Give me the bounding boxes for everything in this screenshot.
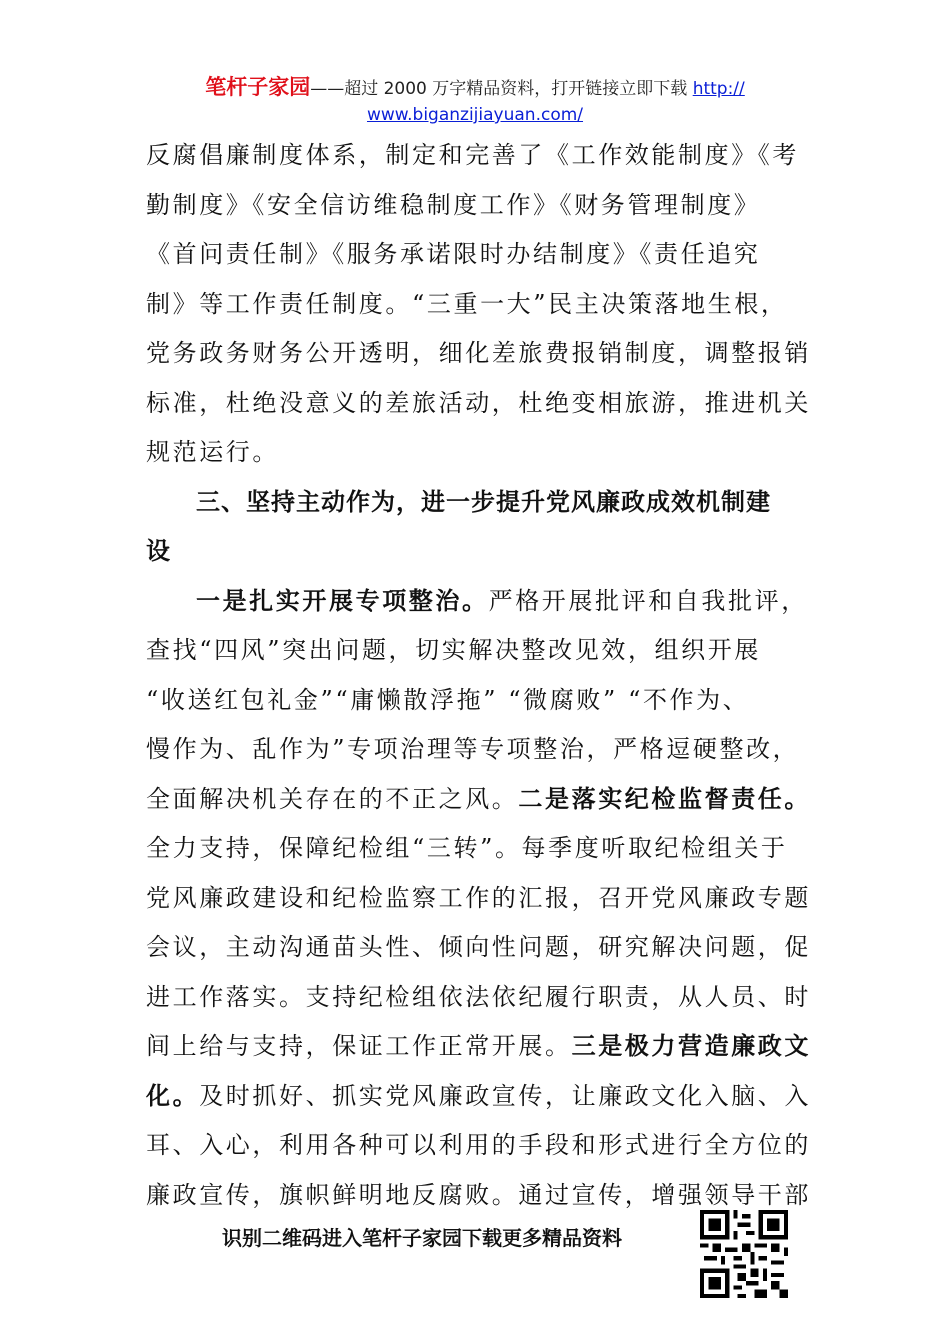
body-line: 规范运行。: [146, 438, 279, 466]
body-line: 勤制度》《安全信访维稳制度工作》《财务管理制度》: [146, 190, 761, 219]
body-line: 党务政务财务公开透明，细化差旅费报销制度，调整报销: [146, 339, 811, 367]
qr-code-icon[interactable]: [700, 1210, 788, 1298]
footer-caption: 识别二维码进入笔杆子家园下载更多精品资料: [222, 1226, 622, 1250]
para-line: 会议，主动沟通苗头性、倾向性问题，研究解决问题，促: [146, 933, 811, 961]
header-line-2: [0, 102, 950, 128]
body-line: 《首问责任制》《服务承诺限时办结制度》《责任追究: [146, 240, 761, 268]
para-line: 慢作为、乱作为”专项治理等专项整治，严格逗硬整改，: [146, 735, 800, 763]
body-line: 制》等工作责任制度。“三重一大”民主决策落地生根，: [146, 289, 788, 318]
para-line: 廉政宣传，旗帜鲜明地反腐败。通过宣传，增强领导干部: [146, 1180, 811, 1209]
para-text: 全面解决机关存在的不正之风。: [146, 784, 519, 813]
document-body: [146, 131, 818, 1220]
para-line: [146, 775, 818, 825]
header-line-1: [0, 74, 950, 102]
download-link-part2[interactable]: www.biganzijiayuan.com/: [366, 105, 584, 125]
para-text: 严格开展批评和自我批评，: [488, 586, 808, 615]
para-line: 全力支持，保障纪检组“三转”。每季度听取纪检组关于: [146, 834, 788, 862]
section-heading-cont: 设: [146, 537, 171, 565]
header-promo-text: ——超过 2000 万字精品资料，打开链接立即下载: [310, 79, 693, 99]
para-line: 进工作落实。支持纪检组依法依纪履行职责，从人员、时: [146, 982, 811, 1011]
page-header: [0, 74, 950, 128]
para-line: 党风廉政建设和纪检监察工作的汇报，召开党风廉政专题: [146, 883, 811, 912]
point-two-title: 二是落实纪检监督责任。: [518, 784, 812, 813]
body-line: 标准，杜绝没意义的差旅活动，杜绝变相旅游，推进机关: [146, 388, 811, 417]
para-line: [146, 1072, 818, 1122]
download-link-part1[interactable]: http://: [692, 79, 745, 99]
para-line: 查找“四风”突出问题，切实解决整改见效，组织开展: [146, 636, 761, 664]
brand-name: 笔杆子家园: [205, 75, 311, 99]
body-line: 反腐倡廉制度体系，制定和完善了《工作效能制度》《考: [146, 141, 799, 169]
para-text: 及时抓好、抓实党风廉政宣传，让廉政文化入脑、入: [199, 1081, 812, 1110]
para-line: “收送红包礼金”“庸懒散浮拖” “微腐败” “不作为、: [146, 685, 750, 714]
para-line: [146, 577, 818, 627]
point-one-title: 一是扎实开展专项整治。: [196, 586, 489, 615]
point-three-title: 三是极力营造廉政文: [571, 1032, 812, 1060]
section-heading: 三、坚持主动作为，进一步提升党风廉政成效机制建: [196, 487, 771, 516]
point-three-title-cont: 化。: [146, 1081, 200, 1110]
para-text: 间上给与支持，保证工作正常开展。: [146, 1032, 572, 1060]
para-line: 耳、入心，利用各种可以利用的手段和形式进行全方位的: [146, 1131, 811, 1159]
para-line: [146, 1022, 818, 1072]
